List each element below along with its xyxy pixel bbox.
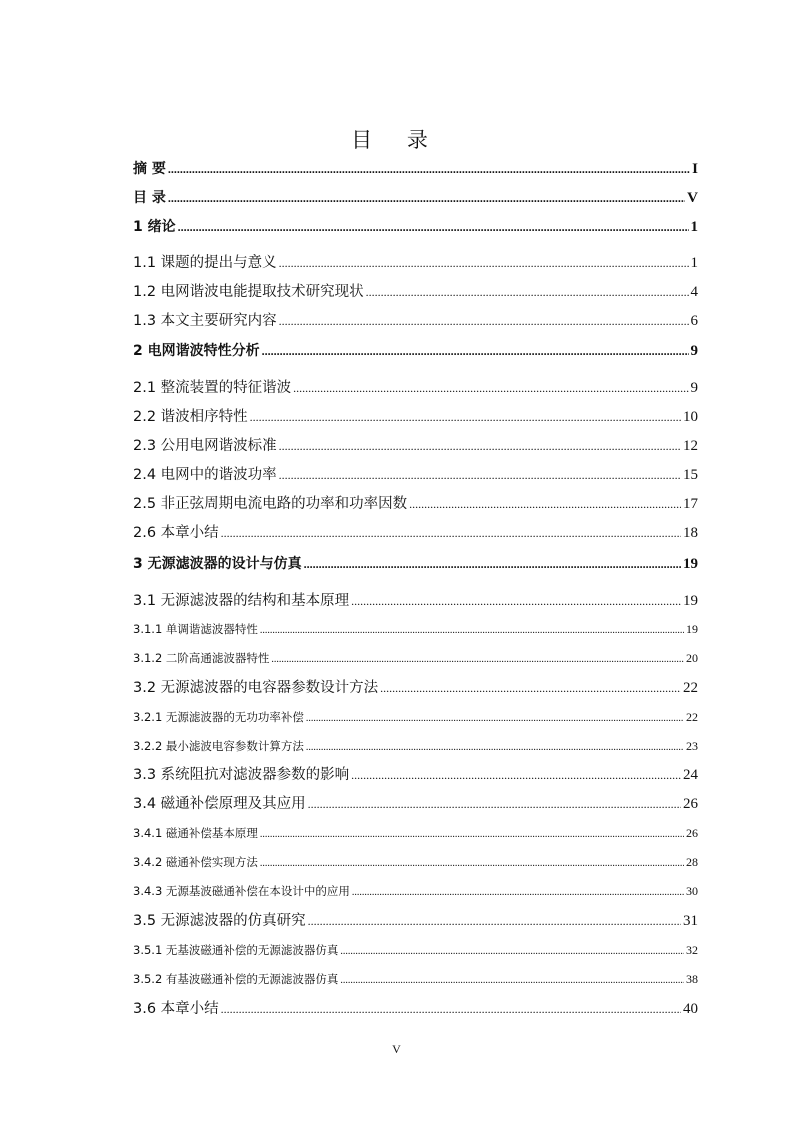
dot-leader [279, 468, 681, 483]
dot-leader [221, 1002, 681, 1017]
toc-entry[interactable] [133, 738, 698, 754]
toc-entry[interactable] [133, 521, 698, 542]
toc-entry[interactable] [133, 676, 698, 697]
dot-leader [279, 314, 689, 329]
toc-entry[interactable] [133, 434, 698, 455]
toc-entry-label: 3.4 磁通补偿原理及其应用 [133, 796, 306, 812]
toc-entry-page: 26 [686, 826, 698, 840]
toc-entry-label: 1.2 电网谐波电能提取技术研究现状 [133, 284, 364, 300]
dot-leader [340, 946, 684, 957]
toc-entry-label: 3.1.1 单调谐滤波器特性 [133, 622, 258, 636]
toc-entry-page: 19 [686, 622, 698, 636]
toc-entry-page: 10 [683, 409, 698, 425]
toc-entry-label: 3.4.1 磁通补偿基本原理 [133, 826, 258, 840]
dot-leader [178, 220, 689, 235]
toc-entry-label: 3 无源滤波器的设计与仿真 [133, 556, 302, 572]
toc-entry[interactable] [133, 492, 698, 513]
dot-leader [260, 625, 684, 636]
toc-entry-page: 20 [686, 651, 698, 665]
toc-entry[interactable] [133, 187, 698, 207]
toc-entry-label: 2.6 本章小结 [133, 525, 219, 541]
toc-entry[interactable] [133, 621, 698, 637]
toc-entry-page: V [687, 190, 698, 206]
toc-entry-label: 3.2.1 无源滤波器的无功功率补偿 [133, 710, 304, 724]
toc-entry-page: 1 [690, 255, 698, 271]
dot-leader [366, 285, 689, 300]
toc-entry-page: 24 [683, 767, 698, 783]
toc-entry-label: 3.6 本章小结 [133, 1001, 219, 1017]
dot-leader [250, 410, 681, 425]
toc-entry-label: 2.2 谐波相序特性 [133, 409, 248, 425]
toc-entry-label: 2.5 非正弦周期电流电路的功率和功率因数 [133, 496, 408, 512]
toc-entry[interactable] [133, 158, 698, 178]
dot-leader [293, 381, 688, 396]
toc-entry-page: 28 [686, 855, 698, 869]
toc-entry-page: 22 [683, 680, 698, 696]
dot-leader [279, 256, 689, 271]
toc-entry-page: 17 [683, 496, 698, 512]
toc-entry-label: 3.1 无源滤波器的结构和基本原理 [133, 593, 350, 609]
toc-entry-page: 19 [683, 556, 698, 572]
toc-entry[interactable] [133, 463, 698, 484]
toc-entry[interactable] [133, 376, 698, 397]
toc-entry-page: 6 [690, 313, 698, 329]
dot-leader [351, 768, 681, 783]
dot-leader [306, 713, 684, 724]
dot-leader [262, 344, 689, 359]
dot-leader [308, 797, 681, 812]
dot-leader [351, 594, 681, 609]
toc-entry-label: 3.5.1 无基波磁通补偿的无源滤波器仿真 [133, 943, 339, 957]
toc-entry[interactable] [133, 709, 698, 725]
toc-entry[interactable] [133, 216, 698, 236]
toc-entry-label: 1.3 本文主要研究内容 [133, 313, 277, 329]
toc-entry-label: 3.5.2 有基波磁通补偿的无源滤波器仿真 [133, 972, 339, 986]
toc-entry[interactable] [133, 942, 698, 958]
toc-entry[interactable] [133, 909, 698, 930]
toc-entry[interactable] [133, 825, 698, 841]
toc-entry-page: 9 [690, 380, 698, 396]
toc-entry[interactable] [133, 405, 698, 426]
toc-entry-page: 31 [683, 913, 698, 929]
toc-entry-label: 3.4.2 磁通补偿实现方法 [133, 855, 258, 869]
dot-leader [221, 526, 681, 541]
toc-entry-label: 2 电网谐波特性分析 [133, 343, 260, 359]
toc-entry-page: 9 [690, 343, 698, 359]
page-number: V [392, 1042, 401, 1056]
toc-entry[interactable] [133, 763, 698, 784]
toc-entry-label: 目 录 [133, 190, 166, 206]
toc-entry[interactable] [133, 650, 698, 666]
toc-entry[interactable] [133, 883, 698, 899]
toc-entry-label: 1 绪论 [133, 219, 176, 235]
toc-entry[interactable] [133, 997, 698, 1018]
toc-entry[interactable] [133, 589, 698, 610]
toc-entry[interactable] [133, 280, 698, 301]
dot-leader [304, 557, 681, 572]
toc-entry-label: 3.2 无源滤波器的电容器参数设计方法 [133, 680, 379, 696]
toc-entry[interactable] [133, 251, 698, 272]
toc-entry[interactable] [133, 854, 698, 870]
toc-entry-page: 26 [683, 796, 698, 812]
toc-entry-page: 22 [686, 710, 698, 724]
toc-entry-page: 19 [683, 593, 698, 609]
toc-entry-page: 4 [690, 284, 698, 300]
toc-entry-label: 3.2.2 最小滤波电容参数计算方法 [133, 739, 304, 753]
toc-entry-page: I [692, 161, 698, 177]
toc-entry-page: 18 [683, 525, 698, 541]
toc-entry[interactable] [133, 309, 698, 330]
toc-entry-label: 3.4.3 无源基波磁通补偿在本设计中的应用 [133, 884, 350, 898]
dot-leader [340, 975, 684, 986]
toc-entry-page: 15 [683, 467, 698, 483]
toc-entry-label: 2.4 电网中的谐波功率 [133, 467, 277, 483]
dot-leader [260, 829, 684, 840]
dot-leader [168, 191, 685, 206]
toc-entry-page: 40 [683, 1001, 698, 1017]
dot-leader [279, 439, 681, 454]
toc-entry[interactable] [133, 553, 698, 573]
dot-leader [168, 162, 690, 177]
dot-leader [409, 497, 681, 512]
toc-entry-page: 23 [686, 739, 698, 753]
page-title: 目 录 [351, 128, 442, 152]
dot-leader [380, 681, 681, 696]
dot-leader [260, 858, 684, 869]
dot-leader [271, 654, 684, 665]
dot-leader [352, 887, 684, 898]
toc-entry-label: 1.1 课题的提出与意义 [133, 255, 277, 271]
toc-entry-label: 3.5 无源滤波器的仿真研究 [133, 913, 306, 929]
toc-entry-label: 摘 要 [133, 161, 166, 177]
toc-entry-page: 30 [686, 884, 698, 898]
toc-entry-label: 3.3 系统阻抗对滤波器参数的影响 [133, 767, 350, 783]
toc-entry-page: 1 [690, 219, 698, 235]
toc-entry-label: 2.1 整流装置的特征谐波 [133, 380, 292, 396]
dot-leader [308, 914, 681, 929]
toc-entry-page: 32 [686, 943, 698, 957]
toc-entry-label: 3.1.2 二阶高通滤波器特性 [133, 651, 270, 665]
toc-entry-label: 2.3 公用电网谐波标准 [133, 438, 277, 454]
toc-entry[interactable] [133, 340, 698, 360]
toc-entry-page: 12 [683, 438, 698, 454]
toc-entry-page: 38 [686, 972, 698, 986]
toc-entry[interactable] [133, 971, 698, 987]
dot-leader [306, 742, 684, 753]
toc-entry[interactable] [133, 792, 698, 813]
